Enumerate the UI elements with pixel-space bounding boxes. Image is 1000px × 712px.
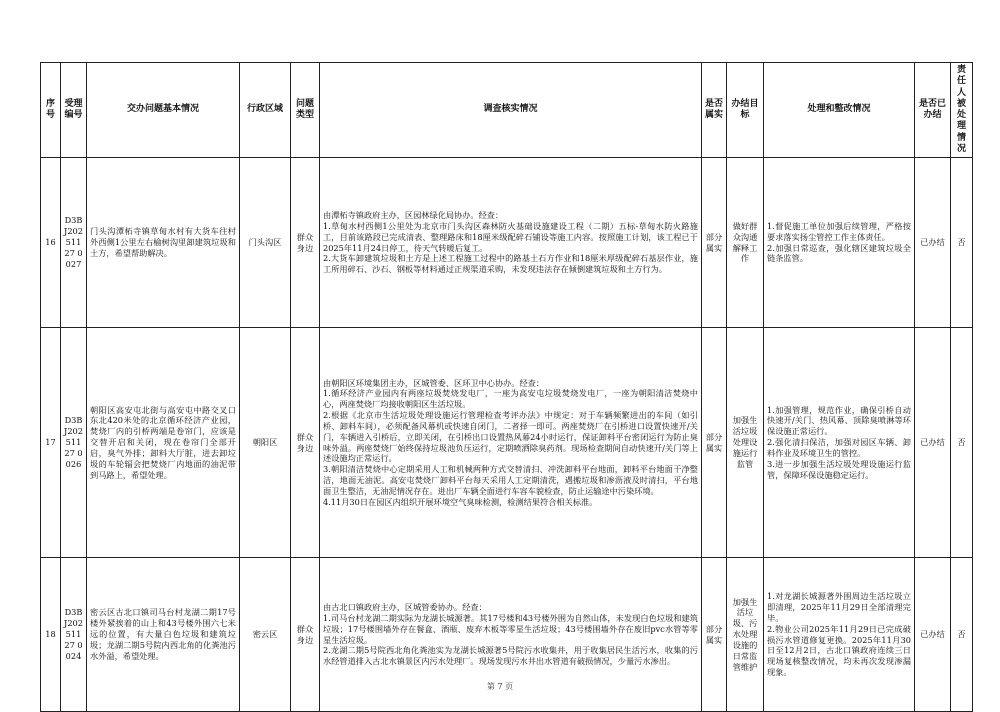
investigation-paragraph: 2.根据《北京市生活垃圾处理设施运行管理检查考评办法》中规定：对于车辆频繁进出的车间（如引桥、卸料车间），必须配备风幕机或快速自闭门，二者择一即可。两座焚烧厂在引桥进口设置快速开/关门，车辆进入引桥后，立即关闭，在引桥出口设置热风幕24小时运行，保证卸料平台密闭运行为防止臭味外溢。两座焚烧厂始终保持垃圾池负压运行，定期喷洒除臭药剂。现场检查期间自动快速开/关门等上述设施均正常运行。: [323, 410, 698, 464]
header-accountability: 责任人被处理情况: [951, 63, 973, 158]
cell-completed: 已办结: [915, 558, 951, 712]
header-type: 问题类型: [291, 63, 320, 158]
investigation-paragraph: 2.龙湖二期5号院西北角化粪池实为龙湖长城源著5号院污水收集井，用于收集居民生活污水，收集的污水经管道排入古北水镇景区内污水处理厂。现场发现污水井出水管道有破损情况，少量污水渗出。: [323, 645, 698, 667]
investigation-paragraph: 1.循环经济产业园内有两座垃圾焚烧发电厂，一座为高安屯垃圾焚烧发电厂，一座为朝阳清洁焚烧中心，两座焚烧厂均接收朝阳区生活垃圾。: [323, 388, 698, 410]
cell-investigation: [320, 158, 702, 328]
header-issue: 交办问题基本情况: [87, 63, 240, 158]
investigation-paragraph: 由朝阳区环境集团主办，区城管委、区环卫中心协办。经查：: [323, 377, 545, 388]
handling-paragraph: 2.物业公司2025年11月29日已完成破损污水管道修复更换。2025年11月30日至12月2日，古北口镇政府连续三日现场复核整改情况，均未再次发现渗漏现象。: [767, 623, 911, 677]
cell-completed: 已办结: [915, 158, 951, 328]
cell-target: 加强生活垃圾、污水处理设施的日常监管维护: [727, 558, 764, 712]
header-handling: 处理和整改情况: [764, 63, 915, 158]
header-region: 行政区域: [240, 63, 291, 158]
cell-verified: 部分属实: [702, 158, 727, 328]
header-row: [41, 63, 973, 158]
header-investigation: 调查核实情况: [320, 63, 702, 158]
cell-accountability: 否: [951, 328, 973, 558]
investigation-paragraph: 4.11月30日在园区内组织开展环境空气臭味检测，检测结果符合相关标准。: [323, 496, 598, 507]
investigation-paragraph: 2.大货车卸建筑垃圾和土方是上述工程施工过程中的路基土石方作业和18厘米厚级配碎石基层作业，施工所用碎石、沙石、钢板等材料通过正规渠道采购，未发现违法存在倾倒建筑垃圾和土方行为。: [323, 253, 698, 275]
cell-receipt: D3BJ20251127 0027: [61, 158, 87, 328]
investigation-paragraph: 由潭柘寺镇政府主办，区园林绿化局协办。经查：: [323, 210, 504, 221]
cell-type: 群众身边: [291, 158, 320, 328]
investigation-paragraph: 1.草甸水村西侧1公里处为北京市门头沟区森林防火基础设施建设工程（二期）五标-草甸水防火路施工，目前该路段已完成清表、整理路床和18厘米级配碎石铺设等施工内容。按照施工计划，该工程已于2025年11月24日停工，待天气转暖后复工。: [323, 220, 698, 253]
cell-receipt: D3BJ20251127 0024: [61, 558, 87, 712]
handling-paragraph: 1.加强管理，规范作业，确保引桥自动快速开/关门、热风幕、顶除臭喷淋等环保设施正常运行。: [767, 404, 911, 437]
header-receipt: 受理编号: [61, 63, 87, 158]
handling-paragraph: 1.对龙湖长城源著外围周边生活垃圾立即清理，2025年11月29日全部清理完毕。: [767, 591, 911, 623]
cell-seq: 17: [41, 328, 61, 558]
cell-verified: 部分属实: [702, 558, 727, 712]
cell-completed: 已办结: [915, 328, 951, 558]
cell-accountability: 否: [951, 558, 973, 712]
cell-target: 加强生活垃圾处理设施运行监管: [727, 328, 764, 558]
header-target: 办结目标: [727, 63, 764, 158]
cell-region: 门头沟区: [240, 158, 291, 328]
table-row: [41, 158, 973, 328]
cell-seq: 16: [41, 158, 61, 328]
header-seq: 序号: [41, 63, 61, 158]
investigation-paragraph: 由古北口镇政府主办，区城管委协办。经查：: [323, 602, 487, 613]
cell-seq: 18: [41, 558, 61, 712]
header-completed: 是否已办结: [915, 63, 951, 158]
cell-type: 群众身边: [291, 558, 320, 712]
supervision-table: [40, 62, 973, 712]
cell-issue: 密云区古北口镇司马台村龙湖二期17号楼外紧挨着的山上和43号楼外围六七米远的位置，有大量白色垃圾和建筑垃圾；龙湖二期5号院内西北角的化粪池污水外溢，希望处理。: [87, 558, 240, 712]
handling-paragraph: 1.督促施工单位加强后续管理，严格按要求落实扬尘管控工作主体责任。: [767, 220, 911, 242]
cell-handling: [764, 328, 915, 558]
investigation-paragraph: 3.朝阳清洁焚烧中心定期采用人工和机械两种方式交替清扫、冲洗卸料平台地面，卸料平台地面干净整洁，地面无油泥。高安屯焚烧厂卸料平台每天采用人工定期清洗，遇搬垃圾和渗沥液及时清扫，平台地面卫生整洁，无油泥情况存在。进出厂车辆全面进行车容车貌检查，防止运输途中污染环境。: [323, 464, 698, 496]
cell-verified: 部分属实: [702, 328, 727, 558]
handling-paragraph: 2.强化清扫保洁，加强对园区车辆、卸料作业及环境卫生的管控。: [767, 437, 911, 458]
cell-receipt: D3BJ20251127 0026: [61, 328, 87, 558]
cell-region: 朝阳区: [240, 328, 291, 558]
cell-issue: 门头沟潭柘寺镇草甸水村有大货车往村外西侧1公里左右榆树沟里卸建筑垃圾和土方，希望帮助解决。: [87, 158, 240, 328]
cell-investigation: [320, 328, 702, 558]
cell-type: 群众身边: [291, 328, 320, 558]
header-verified: 是否属实: [702, 63, 727, 158]
cell-region: 密云区: [240, 558, 291, 712]
handling-paragraph: 3.进一步加强生活垃圾处理设施运行监管，保障环保设施稳定运行。: [767, 458, 911, 480]
cell-target: 做好群众沟通解释工作: [727, 158, 764, 328]
investigation-paragraph: 1.司马台村龙湖二期实际为龙湖长城源著。其17号楼和43号楼外围为自然山体，未发现白色垃圾和建筑垃圾；17号楼围墙外存在餐盒、酒瓶、废弃木板等零星生活垃圾；43号楼围墙外存在废旧pvc水管等零星生活垃圾。: [323, 612, 698, 645]
handling-paragraph: 2.加强日常巡查，强化辖区建筑垃圾全链条监管。: [767, 242, 911, 264]
page-number: 第 7 页: [486, 682, 514, 691]
table-row: [41, 328, 973, 558]
cell-accountability: 否: [951, 158, 973, 328]
cell-issue: 朝阳区高安屯北街与高安屯中路交叉口东北420米处的北京循环经济产业园，焚烧厂内的引桥两端是卷帘门，应该是交替开启和关闭，现在卷帘门全部开启，臭气外排；卸料大厅脏，进去卸垃圾的车轮辐会把焚烧厂内地面的油泥带到马路上，希望处理。: [87, 328, 240, 558]
cell-handling: [764, 158, 915, 328]
